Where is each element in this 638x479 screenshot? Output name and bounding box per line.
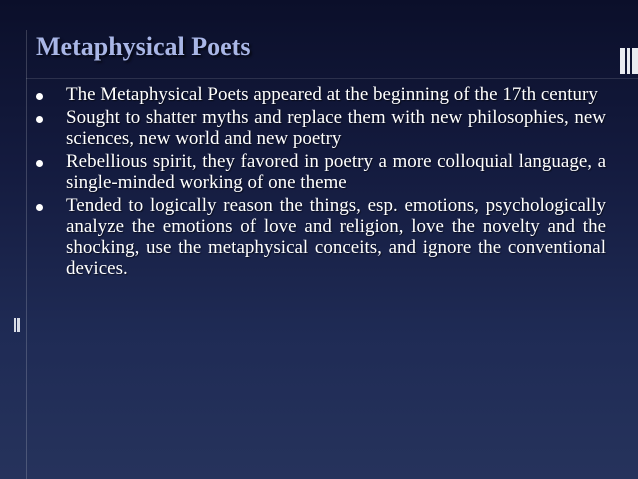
edge-stripe-decoration	[618, 48, 638, 74]
bullet-text: Sought to shatter myths and replace them with new philosophies, new sciences, new world and new poetry	[66, 107, 606, 149]
bullet-dot-icon	[36, 116, 43, 123]
slide-title: Metaphysical Poets	[36, 32, 251, 61]
bullet-item	[36, 151, 606, 193]
bullet-item	[36, 107, 606, 149]
stripe-bar	[627, 48, 630, 74]
stripe-bar	[620, 48, 625, 74]
bullet-list	[36, 84, 606, 281]
left-stripe-decoration	[14, 318, 20, 332]
bullet-text: The Metaphysical Poets appeared at the beginning of the 17th century	[66, 84, 598, 105]
left-guide-line	[26, 30, 27, 479]
bullet-dot-icon	[36, 93, 43, 100]
bullet-item	[36, 84, 606, 105]
title-underline	[26, 78, 638, 79]
stripe-bar	[14, 318, 16, 332]
bullet-item	[36, 195, 606, 279]
bullet-dot-icon	[36, 160, 43, 167]
bullet-text: Rebellious spirit, they favored in poetry a more colloquial language, a single-minded working of one theme	[66, 151, 606, 193]
bullet-dot-icon	[36, 204, 43, 211]
bullet-text: Tended to logically reason the things, esp. emotions, psychologically analyze the emotions of love and religion, love the novelty and the shocking, use the metaphysical conceits, and ignore the conventional devices.	[66, 195, 606, 279]
stripe-bar	[17, 318, 20, 332]
stripe-bar	[632, 48, 638, 74]
